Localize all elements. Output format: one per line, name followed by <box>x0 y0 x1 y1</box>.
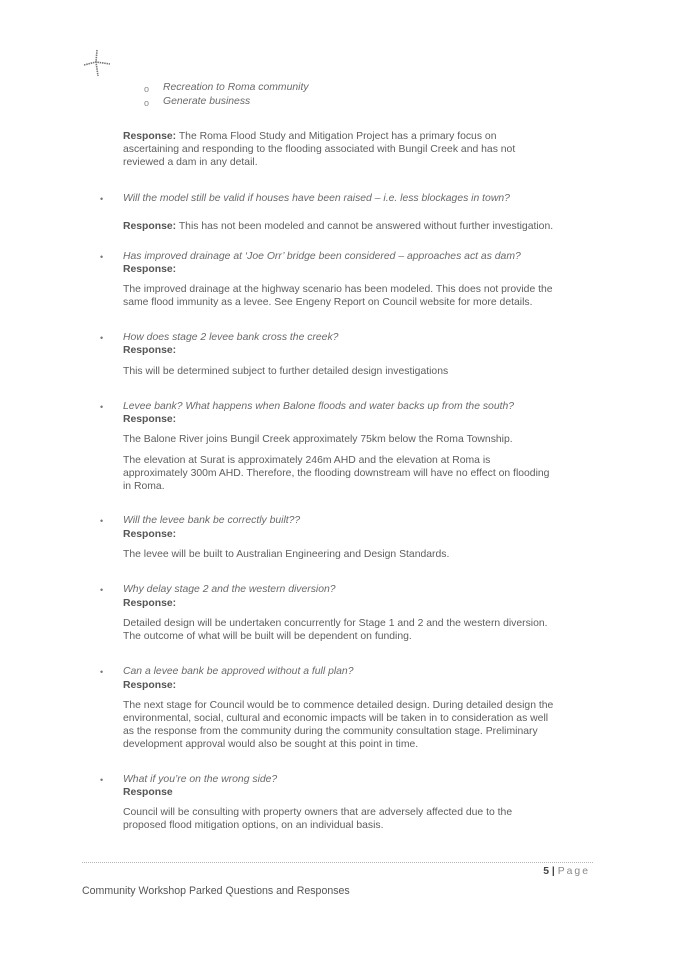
response-text: This has not been modeled and cannot be answered without further investigation. <box>176 221 554 232</box>
response-label: Response: <box>123 598 177 609</box>
response-text: proposed flood mitigation options, on an individual basis. <box>123 820 384 831</box>
footer-title: Community Workshop Parked Questions and Responses <box>82 885 350 897</box>
response-text: reviewed a dam in any detail. <box>123 157 258 168</box>
response-text: approximately 300m AHD. Therefore, the flooding downstream will have no effect on flooding <box>123 468 550 479</box>
response-text: in Roma. <box>123 481 165 492</box>
response-text: environmental, social, cultural and economic impacts will be taken in to consideration as well <box>123 713 549 724</box>
response-label: Response <box>123 787 173 798</box>
response-label: Response: <box>123 529 177 540</box>
response-label: Response: <box>123 345 177 356</box>
bullet-icon: • <box>100 333 104 343</box>
question-text: Levee bank? What happens when Balone floods and water backs up from the south? <box>123 401 515 412</box>
response-label: Response: <box>123 680 177 691</box>
response-text: same flood immunity as a levee. See Engeny Report on Council website for more details. <box>123 297 533 308</box>
response-text: as the response from the community during the community consultation stage. Preliminary <box>123 726 538 737</box>
response-label: Response: <box>123 131 177 142</box>
bullet-icon: • <box>100 252 104 262</box>
response-label: Response: <box>123 414 177 425</box>
page-number <box>543 866 590 877</box>
sub-bullet-icon: o <box>144 98 150 108</box>
response-text: The Roma Flood Study and Mitigation Project has a primary focus on <box>176 131 497 142</box>
question-text: Has improved drainage at ‘Joe Orr’ bridge been considered – approaches act as dam? <box>123 251 521 262</box>
question-text: Why delay stage 2 and the western diversion? <box>123 584 336 595</box>
response-text: Detailed design will be undertaken concurrently for Stage 1 and 2 and the western diversion. <box>123 618 548 629</box>
intro-response <box>123 131 496 143</box>
response-text: This will be determined subject to further detailed design investigations <box>123 366 449 377</box>
question-text: What if you’re on the wrong side? <box>123 774 278 785</box>
response-text: Council will be consulting with property owners that are adversely affected due to the <box>123 807 513 818</box>
response-text: The elevation at Surat is approximately 246m AHD and the elevation at Roma is <box>123 455 491 466</box>
page-separator: | <box>549 866 558 877</box>
bullet-icon: • <box>100 775 104 785</box>
response-text: ascertaining and responding to the flooding associated with Bungil Creek and has not <box>123 144 516 155</box>
response-text: The levee will be built to Australian Engineering and Design Standards. <box>123 549 450 560</box>
bullet-icon: • <box>100 402 104 412</box>
response-text: The outcome of what will be built will be dependent on funding. <box>123 631 412 642</box>
response-label: Response: <box>123 221 177 232</box>
page-number-value: 5 <box>543 866 550 877</box>
bullet-icon: • <box>100 516 104 526</box>
cross-mark-icon <box>82 48 112 78</box>
response <box>123 221 553 233</box>
question-text: Can a levee bank be approved without a full plan? <box>123 666 354 677</box>
bullet-icon: • <box>100 585 104 595</box>
bullet-icon: • <box>100 667 104 677</box>
question-text: Will the model still be valid if houses have been raised – i.e. less blockages in town? <box>123 193 510 204</box>
sub-bullet-text: Recreation to Roma community <box>163 82 309 93</box>
response-text: The next stage for Council would be to commence detailed design. During detailed design the <box>123 700 554 711</box>
sub-bullet-text: Generate business <box>163 96 251 107</box>
response-text: The improved drainage at the highway scenario has been modeled. This does not provide the <box>123 284 553 295</box>
question-text: Will the levee bank be correctly built?? <box>123 515 301 526</box>
footer-divider <box>82 862 593 863</box>
bullet-icon: • <box>100 194 104 204</box>
response-text: The Balone River joins Bungil Creek approximately 75km below the Roma Township. <box>123 434 513 445</box>
sub-bullet-icon: o <box>144 84 150 94</box>
response-text: development approval would also be sought at this point in time. <box>123 739 419 750</box>
response-label: Response: <box>123 264 177 275</box>
question-text: How does stage 2 levee bank cross the creek? <box>123 332 339 343</box>
page-word: Page <box>557 866 590 877</box>
